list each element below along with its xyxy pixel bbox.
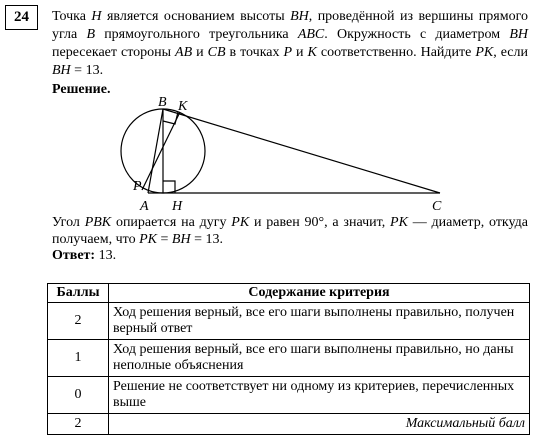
label-k: K bbox=[178, 99, 188, 114]
label-p: P bbox=[133, 179, 142, 194]
criteria-table bbox=[47, 283, 530, 435]
row-criterion: Ход решения верный, все его шаги выполнены правильно, но даны неполные объяснения bbox=[109, 340, 530, 377]
footer-points: 2 bbox=[48, 414, 109, 435]
problem-statement: Точка H является основанием высоты BH, проведённой из вершины прямого угла B прямоугольного треугольника ABC. Окружность с диаметром BH пересекает стороны AB и CB в точках P и K соответственно. Найдите PK, если BH = 13. bbox=[52, 9, 528, 78]
label-a: A bbox=[140, 199, 149, 214]
header-content: Содержание критерия bbox=[109, 284, 530, 303]
row-criterion: Ход решения верный, все его шаги выполнены правильно, получен верный ответ bbox=[109, 303, 530, 340]
row-criterion: Решение не соответствует ни одному из критериев, перечисленных выше bbox=[109, 377, 530, 414]
solution-heading: Решение. bbox=[52, 82, 111, 97]
row-points: 1 bbox=[48, 340, 109, 377]
table-row bbox=[48, 303, 530, 340]
footer-label: Максимальный балл bbox=[109, 414, 530, 435]
row-points: 2 bbox=[48, 303, 109, 340]
answer-value: 13. bbox=[95, 248, 117, 263]
solution-text: Угол PBK опирается на дугу PK и равен 90°, а значит, PK — диаметр, откуда получаем, что PK = BH = 13. bbox=[52, 215, 528, 247]
row-points: 0 bbox=[48, 377, 109, 414]
task-number: 24 bbox=[5, 5, 38, 30]
answer bbox=[52, 248, 116, 264]
answer-label: Ответ: bbox=[52, 248, 96, 263]
label-c: C bbox=[432, 199, 442, 214]
table-row bbox=[48, 340, 530, 377]
right-angle-mark-b bbox=[163, 112, 178, 124]
header-points: Баллы bbox=[48, 284, 109, 303]
label-b: B bbox=[158, 95, 167, 110]
table-header-row bbox=[48, 284, 530, 303]
table-row bbox=[48, 377, 530, 414]
label-h: H bbox=[172, 199, 183, 214]
table-footer-row bbox=[48, 414, 530, 435]
